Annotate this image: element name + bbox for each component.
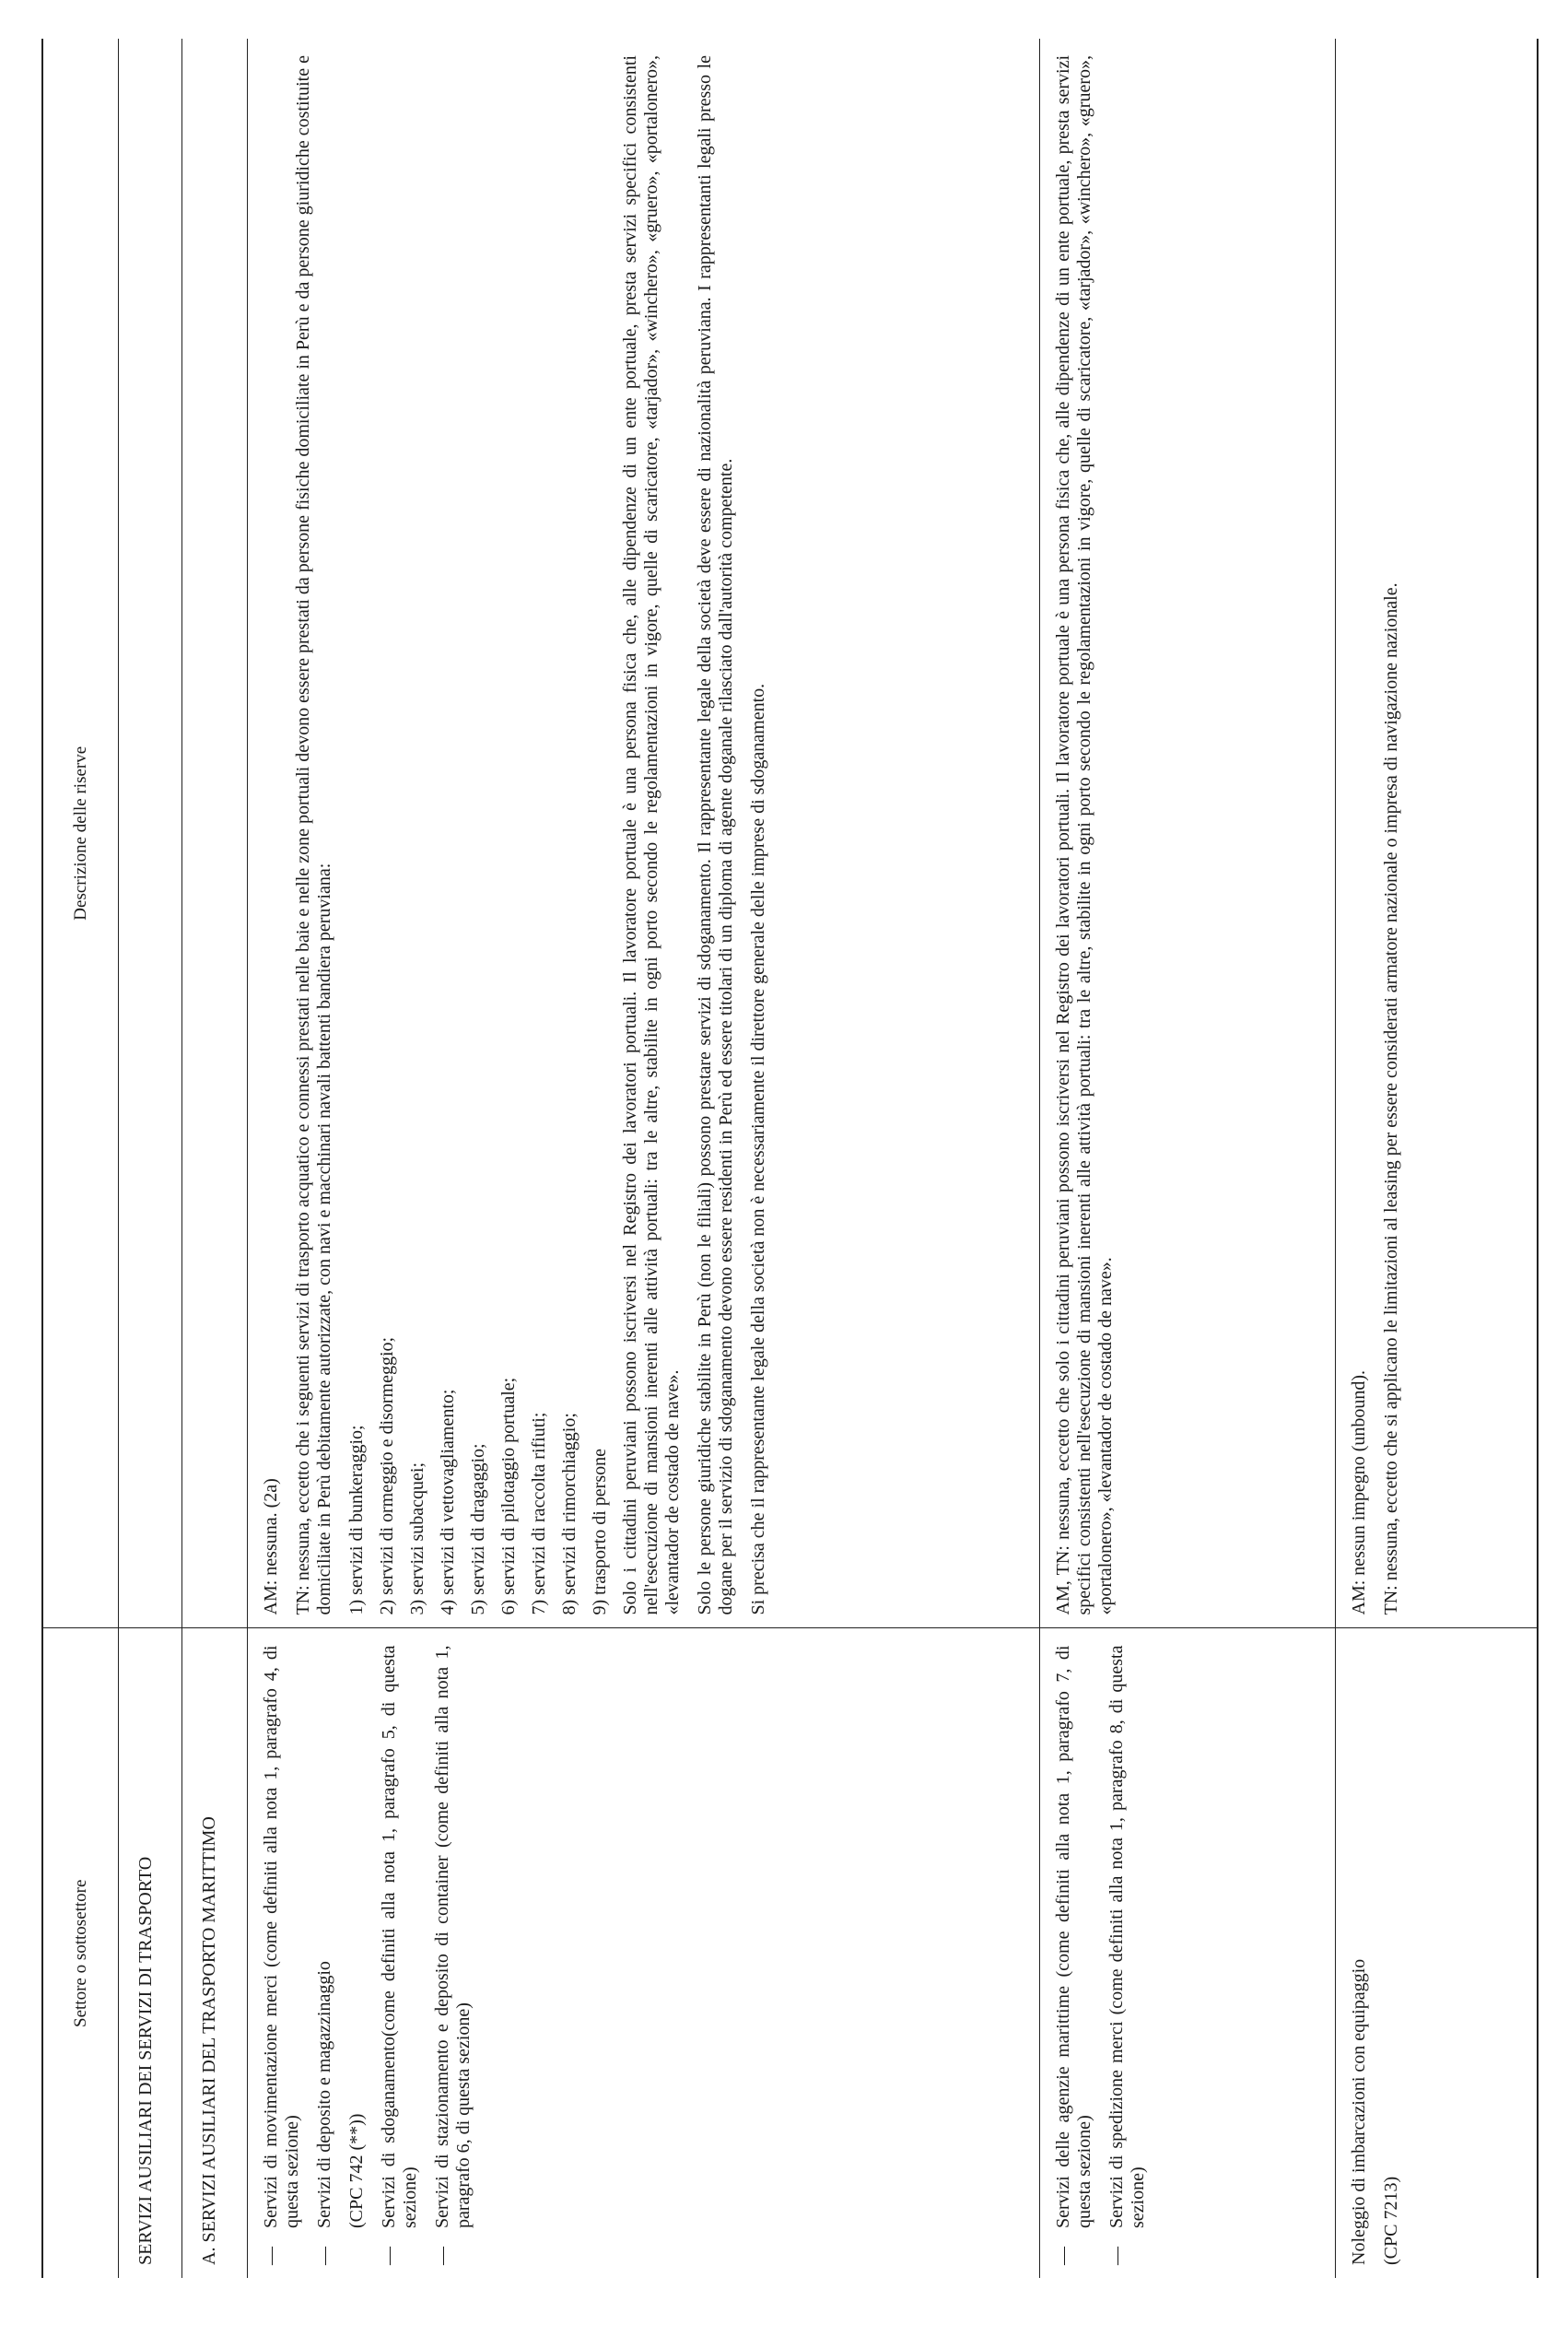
description-cell bbox=[1336, 39, 1538, 1628]
sector-entry: — Servizi di spedizione merci (come definiti alla nota 1, paragrafo 8, di questa sezione) bbox=[1106, 1645, 1148, 2265]
tn-reservation: TN: nessuna, eccetto che i seguenti servizi di trasporto acquatico e connessi prestati nelle baie e nelle zone portuali devono essere prestati da persone fisiche domiciliate in Perù e da persone giuridiche costituite e domiciliate in Perù debitamente autorizzate, con navi e macchinari navali battenti bandiera peruviana: bbox=[293, 55, 334, 1615]
list-item: 3) servizi subacquei; bbox=[407, 1462, 427, 1615]
sector-text: Servizi di sdoganamento(come definiti alla nota 1, paragrafo 5, di questa sezione) bbox=[379, 1645, 420, 2228]
list-item: 5) servizi di dragaggio; bbox=[468, 1443, 488, 1615]
cpc-code: (CPC 7213) bbox=[1381, 2176, 1402, 2265]
sector-entry: — Servizi di stazionamento e deposito di container (come definiti alla nota 1, paragrafo 6, di questa sezione) bbox=[432, 1645, 474, 2265]
subsection-title: A. SERVIZI AUSILIARI DEL TRASPORTO MARITTIMO bbox=[182, 1628, 248, 2278]
table-row bbox=[1336, 39, 1538, 2278]
table-row bbox=[248, 39, 1040, 2278]
am-reservation: AM: nessuna. (2a) bbox=[261, 1478, 281, 1615]
list-item: 4) servizi di vettovagliamento; bbox=[438, 1389, 458, 1615]
sector-text: Servizi di movimentazione merci (come definiti alla nota 1, paragrafo 4, di questa sezione) bbox=[261, 1645, 302, 2228]
sector-text: Noleggio di imbarcazioni con equipaggio bbox=[1349, 1958, 1370, 2265]
sector-entry: — Servizi di sdoganamento(come definiti alla nota 1, paragrafo 5, di questa sezione) bbox=[379, 1645, 420, 2265]
list-item: 8) servizi di rimorchiaggio; bbox=[559, 1413, 579, 1615]
list-item: 2) servizi di ormeggio e disormeggio; bbox=[377, 1336, 397, 1615]
sector-entry: — Servizi di movimentazione merci (come definiti alla nota 1, paragrafo 4, di questa sezione) bbox=[261, 1645, 302, 2265]
paragraph: Solo le persone giuridiche stabilite in Perù (non le filiali) possono prestare servizi di sdoganamento. Il rappresentante legale della società deve essere di nazionalità peruviana. I rappresentanti legali presso le dogane per il servizio di sdoganamento devono essere residenti in Perù ed essere titolari di un diploma di agente doganale rilasciato dall'autorità competente. bbox=[695, 55, 736, 1615]
header-row bbox=[42, 39, 119, 2278]
table-row bbox=[1040, 39, 1336, 2278]
description-cell bbox=[1040, 39, 1336, 1628]
section-title-row bbox=[119, 39, 182, 2278]
sector-cell bbox=[1040, 1628, 1336, 2278]
sector-text: Servizi di stazionamento e deposito di container (come definiti alla nota 1, paragrafo 6, di questa sezione) bbox=[432, 1645, 474, 2228]
sector-cell bbox=[248, 1628, 1040, 2278]
tn-reservation: TN: nessuna, eccetto che si applicano le limitazioni al leasing per essere considerati armatore nazionale o impresa di navigazione nazionale. bbox=[1381, 582, 1402, 1615]
section-title: SERVIZI AUSILIARI DEI SERVIZI DI TRASPORTO bbox=[135, 1856, 156, 2265]
sector-text: Servizi di deposito e magazzinaggio bbox=[314, 1961, 334, 2228]
cpc-code: (CPC 742 (**)) bbox=[346, 2113, 367, 2228]
paragraph: Solo i cittadini peruviani possono iscriversi nel Registro dei lavoratori portuali. Il lavoratore portuale è una persona fisica che, alle dipendenze di un ente portuale, presta servizi specifici consistenti nell'esecuzione di mansioni inerenti alle attività portuali: tra le altre, stabilite in ogni porto secondo le regolamentazioni in vigore, quelle di scaricatore, «tarjador», «winchero», «gruero», «portalonero», «levantador de costado de nave». bbox=[620, 55, 683, 1615]
subsection-title-row bbox=[182, 39, 248, 2278]
list-item: 9) trasporto di persone bbox=[590, 1448, 610, 1615]
list-item: 1) servizi di bunkeraggio; bbox=[346, 1425, 367, 1615]
reservations-table bbox=[41, 39, 1539, 2278]
sector-text: Servizi di spedizione merci (come definiti alla nota 1, paragrafo 8, di questa sezione) bbox=[1106, 1645, 1148, 2228]
column-header-description: Descrizione delle riserve bbox=[42, 39, 119, 1628]
sector-cell bbox=[1336, 1628, 1538, 2278]
sector-text: Servizi delle agenzie marittime (come definiti alla nota 1, paragrafo 7, di questa sezione) bbox=[1053, 1645, 1094, 2228]
am-reservation: AM: nessun impegno (unbound). bbox=[1349, 1369, 1370, 1615]
list-item: 7) servizi di raccolta rifiuti; bbox=[529, 1412, 549, 1615]
empty-cell bbox=[182, 39, 248, 1628]
rotated-page bbox=[41, 39, 1539, 2278]
paragraph: Si precisa che il rappresentante legale della società non è necessariamente il direttore generale delle imprese di sdoganamento. bbox=[748, 683, 768, 1615]
list-item: 6) servizi di pilotaggio portuale; bbox=[498, 1377, 519, 1615]
description-cell bbox=[248, 39, 1040, 1628]
sector-entry: — Servizi di deposito e magazzinaggio bbox=[314, 1646, 335, 2266]
paragraph: AM, TN: nessuna, eccetto che solo i cittadini peruviani possono iscriversi nel Registro dei lavoratori portuali. Il lavoratore portuale è una persona fisica che, alle dipendenze di un ente portuale, presta servizi specifici consistenti nell'esecuzione di mansioni inerenti alle attività portuali: tra le altre, stabilite in ogni porto secondo le regolamentazioni in vigore, quelle di scaricatore, «tarjador», «winchero», «gruero», «portalonero», «levantador de costado de nave». bbox=[1053, 55, 1116, 1615]
column-header-sector: Settore o sottosettore bbox=[42, 1628, 119, 2278]
sector-entry: — Servizi delle agenzie marittime (come definiti alla nota 1, paragrafo 7, di questa sezione) bbox=[1053, 1645, 1094, 2265]
empty-cell bbox=[119, 39, 182, 1628]
